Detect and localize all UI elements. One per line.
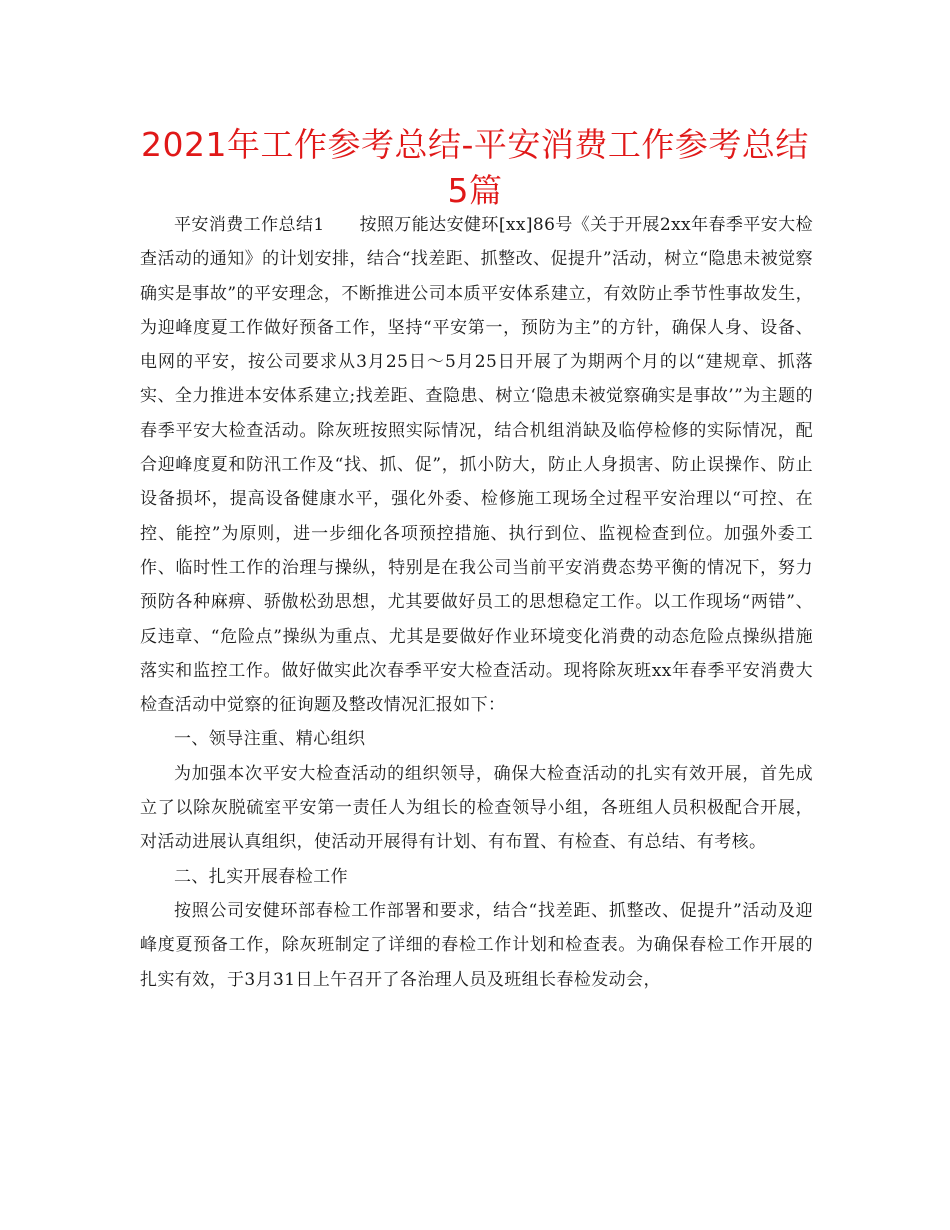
- section-2-paragraph: 按照公司安健环部春检工作部署和要求，结合“找差距、抓整改、促提升”活动及迎峰度夏预备工作，除灰班制定了详细的春检工作计划和检查表。为确保春检工作开展的扎实有效，于3月31日上午召开了各治理人员及班组长春检发动会，: [140, 900, 813, 990]
- intro-paragraph: 平安消费工作总结1 按照万能达安健环[xx]86号《关于开展2xx年春季平安大检查活动的通知》的计划安排，结合“找差距、抓整改、促提升”活动，树立“隐患未被觉察确实是事故”的平安理念，不断推进公司本质平安体系建立，有效防止季节性事故发生，为迎峰度夏工作做好预备工作，坚持“平安第一，预防为主”的方针，确保人身、设备、电网的平安，按公司要求从3月25日～5月25日开展了为期两个月的以“建规章、抓落实、全力推进本安体系建立;找差距、查隐患、树立‘隐患未被觉察确实是事故’”为主题的春季平安大检查活动。除灰班按照实际情况，结合机组消缺及临停检修的实际情况，配合迎峰度夏和防汛工作及“找、抓、促”，抓小防大，防止人身损害、防止误操作、防止设备损坏，提高设备健康水平，强化外委、检修施工现场全过程平安治理以“可控、在控、能控”为原则，进一步细化各项预控措施、执行到位、监视检查到位。加强外委工作、临时性工作的治理与操纵，特别是在我公司当前平安消费态势平衡的情况下，努力预防各种麻痹、骄傲松劲思想，尤其要做好员工的思想稳定工作。以工作现场“两错”、反违章、“危险点”操纵为重点、尤其是要做好作业环境变化消费的动态危险点操纵措施落实和监控工作。做好做实此次春季平安大检查活动。现将除灰班xx年春季平安消费大检查活动中觉察的征询题及整改情况汇报如下：: [140, 215, 813, 716]
- section-1-paragraph: 为加强本次平安大检查活动的组织领导，确保大检查活动的扎实有效开展，首先成立了以除灰脱硫室平安第一责任人为组长的检查领导小组，各班组人员积极配合开展，对活动进展认真组织，使活动开展得有计划、有布置、有检查、有总结、有考核。: [140, 763, 813, 853]
- section-heading-2: 二、扎实开展春检工作: [174, 866, 348, 887]
- section-heading-1: 一、领导注重、精心组织: [174, 729, 366, 750]
- document-title: 2021年工作参考总结-平安消费工作参考总结5篇: [141, 125, 809, 210]
- document-body: [140, 208, 813, 997]
